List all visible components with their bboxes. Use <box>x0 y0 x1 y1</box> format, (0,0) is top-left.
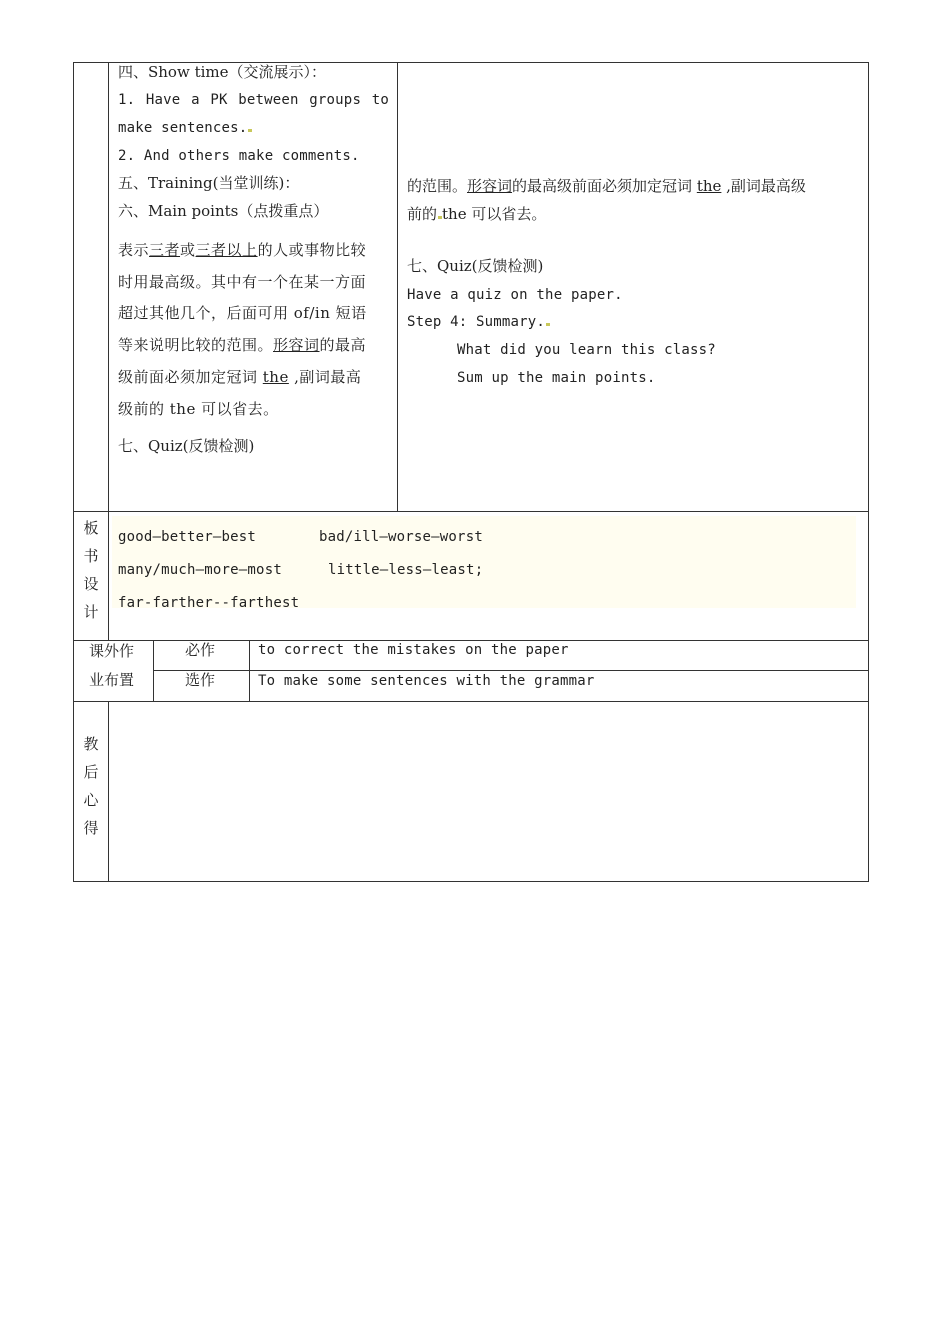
reflection-label-char: 教 <box>83 735 99 753</box>
quiz-heading-left: 七、Quiz(反馈检测) <box>118 437 255 455</box>
main-points-line-5: 级前面必须加定冠词 the ,副词最高 <box>118 368 362 386</box>
required-text: to correct the mistakes on the paper <box>258 642 569 658</box>
summary-question-2: Sum up the main points. <box>457 370 656 386</box>
training-heading: 五、Training(当堂训练)： <box>118 174 300 192</box>
content-column-divider <box>397 62 398 512</box>
reflection-content-area[interactable] <box>109 702 868 881</box>
table-border-bottom <box>73 881 869 882</box>
have-quiz-line: Have a quiz on the paper. <box>407 287 623 303</box>
reflection-label-char: 心 <box>83 791 99 809</box>
comments-line: 2. And others make comments. <box>118 148 360 164</box>
homework-label-2: 业布置 <box>89 671 135 689</box>
pk-word-7: to <box>371 92 389 108</box>
row-divider-1 <box>73 511 869 512</box>
pk-line-2: make sentences. <box>118 118 252 138</box>
pk-word-5: between <box>238 92 299 108</box>
pk-word-3: a <box>191 92 200 108</box>
reflection-label-char: 得 <box>83 819 99 837</box>
board-row-1a: good—better—best <box>118 529 257 545</box>
main-points-line-2: 时用最高级。其中有一个在某一方面 <box>118 273 367 291</box>
optional-text: To make some sentences with the grammar <box>258 673 595 689</box>
homework-label-1: 课外作 <box>89 642 135 660</box>
highlight-mark <box>546 323 550 326</box>
pk-word-1: 1. <box>118 92 136 108</box>
required-label: 必作 <box>185 641 216 659</box>
board-row-3: far-farther--farthest <box>118 595 300 611</box>
board-label-divider <box>108 511 109 640</box>
quiz-heading-right: 七、Quiz(反馈检测) <box>407 257 544 275</box>
main-points-line-1: 表示三者或三者以上的人或事物比较 <box>118 241 367 259</box>
summary-question-1: What did you learn this class? <box>457 342 716 358</box>
pk-word-2: Have <box>145 92 181 108</box>
pk-word-4: PK <box>210 92 228 108</box>
board-row-2b: little—less—least; <box>328 562 484 578</box>
board-row-1b: bad/ill—worse—worst <box>319 529 483 545</box>
reflection-label <box>74 730 108 842</box>
board-label-char: 书 <box>83 547 99 565</box>
show-time-heading: 四、Show time（交流展示）： <box>118 63 327 81</box>
right-line-1: 的范围。形容词的最高级前面必须加定冠词 the ,副词最高级 <box>407 177 806 195</box>
label-column-divider <box>108 62 109 512</box>
main-points-line-4: 等来说明比较的范围。形容词的最高 <box>118 336 367 354</box>
pk-line-1 <box>118 90 389 110</box>
right-line-2: 前的 the 可以省去。 <box>407 205 547 223</box>
main-points-line-6: 级前的 the 可以省去。 <box>118 400 279 418</box>
board-label-char: 板 <box>83 519 99 537</box>
board-label-char: 计 <box>83 603 99 621</box>
main-points-heading: 六、Main points（点拨重点） <box>118 202 329 220</box>
table-border-right <box>868 62 869 882</box>
optional-label: 选作 <box>185 671 216 689</box>
highlight-mark <box>248 129 252 132</box>
reflection-label-char: 后 <box>83 763 99 781</box>
board-label-char: 设 <box>83 575 99 593</box>
step4-line: Step 4: Summary. <box>407 312 550 332</box>
main-points-line-3: 超过其他几个，后面可用 of/in 短语 <box>118 304 367 322</box>
board-row-2a: many/much—more—most <box>118 562 282 578</box>
board-label <box>74 514 108 626</box>
pk-word-6: groups <box>309 92 362 108</box>
